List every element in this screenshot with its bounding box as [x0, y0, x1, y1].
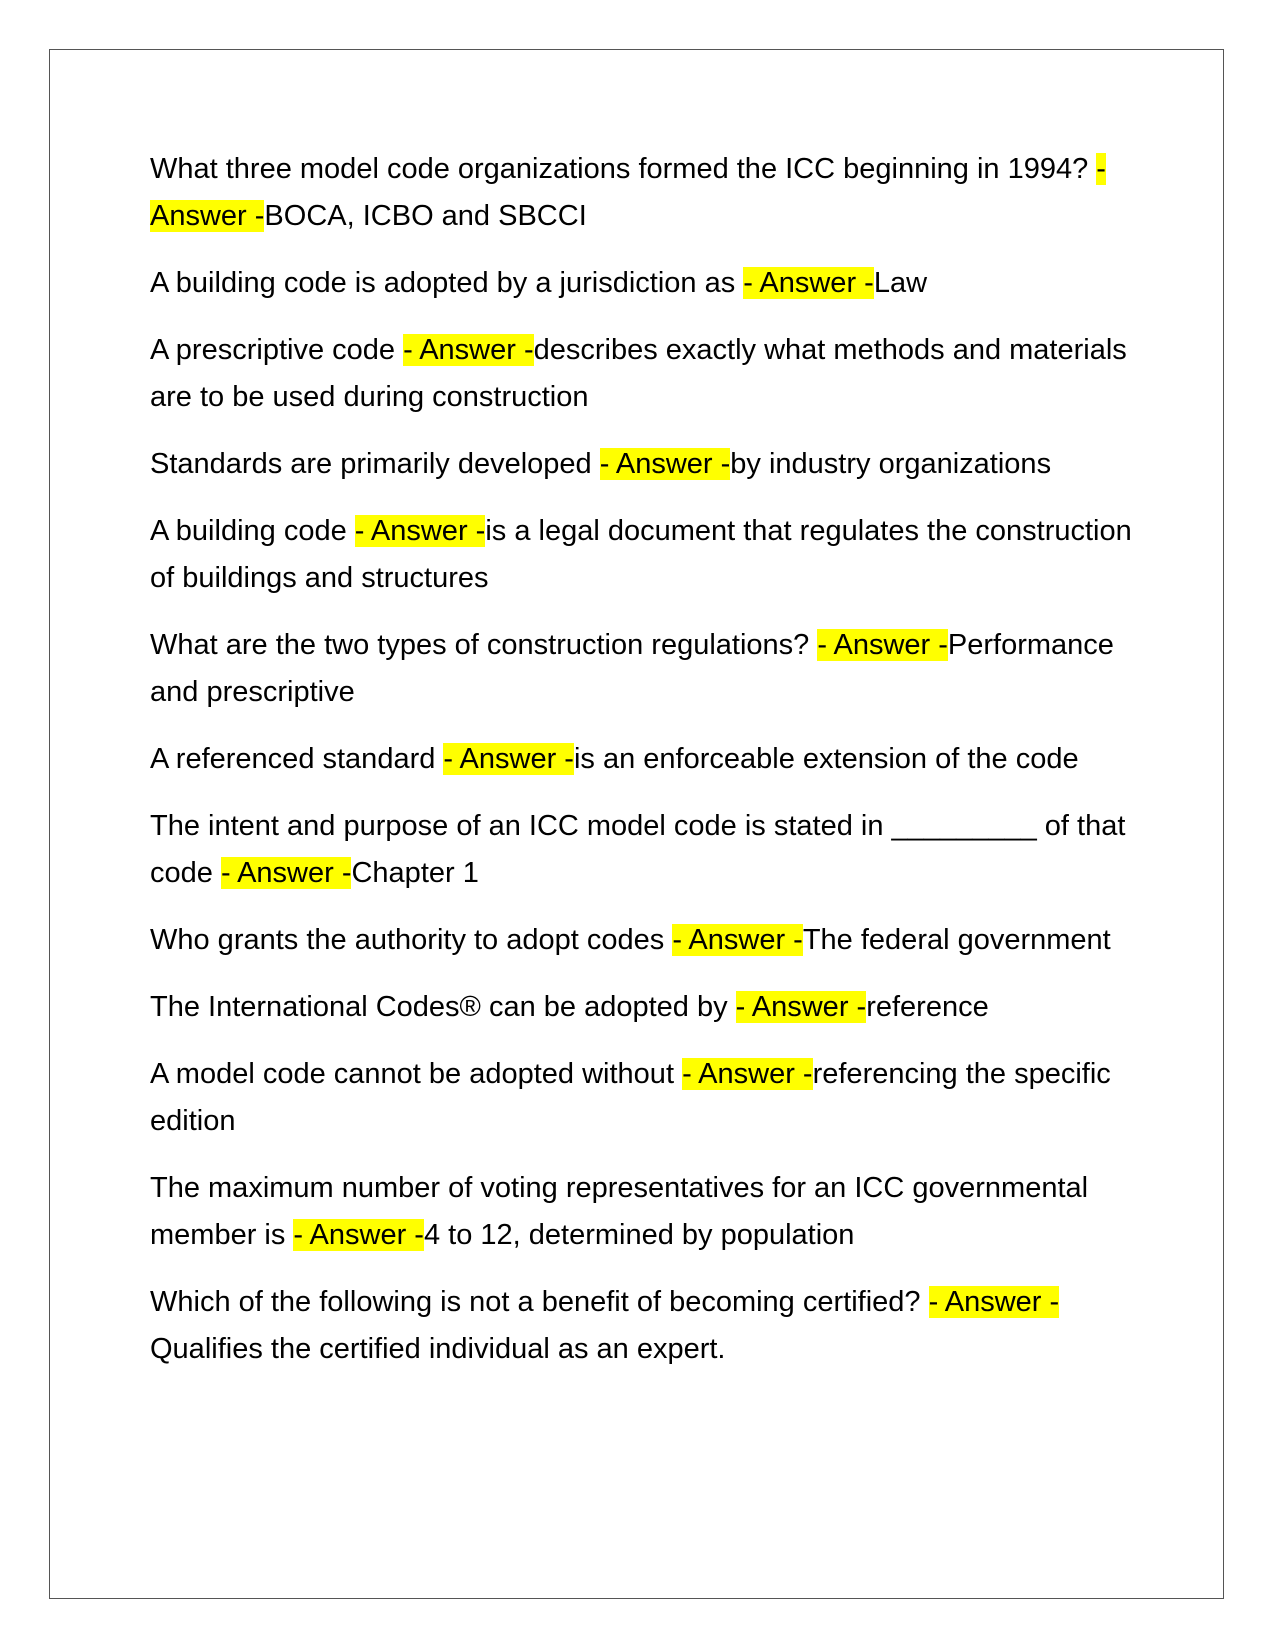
answer-marker: - Answer - — [599, 448, 731, 480]
answer-text: 4 to 12, determined by population — [423, 1219, 855, 1251]
answer-text: The federal government — [802, 924, 1111, 956]
document-body — [150, 146, 1145, 1393]
answer-text: reference — [866, 991, 989, 1023]
answer-text: referencing the specific edition — [150, 1058, 1111, 1137]
qa-item — [150, 1165, 1145, 1259]
question-text: A prescriptive code — [150, 334, 404, 366]
qa-item — [150, 260, 1145, 307]
qa-item — [150, 441, 1145, 488]
qa-item — [150, 803, 1145, 897]
question-text: Who grants the authority to adopt codes — [150, 924, 673, 956]
question-text: A building code is adopted by a jurisdiction as — [150, 267, 744, 299]
answer-text: Chapter 1 — [351, 857, 479, 889]
answer-marker: - Answer - — [293, 1219, 424, 1251]
question-text: The International Codes® can be adopted by — [150, 991, 736, 1023]
answer-marker: - Answer - — [150, 153, 1106, 232]
answer-marker: - Answer - — [735, 991, 867, 1023]
qa-item — [150, 984, 1145, 1031]
answer-marker: - Answer - — [443, 743, 574, 775]
qa-item — [150, 622, 1145, 716]
question-text: Which of the following is not a benefit of becoming certified? — [150, 1286, 929, 1318]
qa-item — [150, 1279, 1145, 1373]
qa-item — [150, 736, 1145, 783]
answer-marker: - Answer - — [220, 857, 352, 889]
answer-marker: - Answer - — [354, 515, 486, 547]
answer-text: Performance and prescriptive — [150, 629, 1114, 708]
question-text: Standards are primarily developed — [150, 448, 600, 480]
answer-marker: - Answer - — [928, 1286, 1060, 1318]
answer-text: by industry organizations — [730, 448, 1052, 480]
answer-marker: - Answer - — [672, 924, 803, 956]
answer-text: is a legal document that regulates the construction of buildings and structures — [150, 515, 1132, 594]
answer-text: Qualifies the certified individual as an expert. — [150, 1333, 726, 1365]
question-text: What are the two types of construction regulations? — [150, 629, 818, 661]
answer-marker: - Answer - — [817, 629, 948, 661]
qa-item — [150, 917, 1145, 964]
answer-marker: - Answer - — [403, 334, 534, 366]
answer-marker: - Answer - — [682, 1058, 813, 1090]
answer-text: Law — [873, 267, 928, 299]
qa-item — [150, 1051, 1145, 1145]
question-text: A building code — [150, 515, 355, 547]
answer-text: BOCA, ICBO and SBCCI — [264, 200, 587, 232]
answer-marker: - Answer - — [743, 267, 874, 299]
question-text: The maximum number of voting representatives for an ICC governmental member is — [150, 1172, 1089, 1251]
qa-item — [150, 327, 1145, 421]
question-text: The intent and purpose of an ICC model code is stated in _________ of that code — [150, 810, 1126, 889]
qa-item — [150, 146, 1145, 240]
question-text: A referenced standard — [150, 743, 444, 775]
answer-text: describes exactly what methods and materials are to be used during construction — [150, 334, 1127, 413]
answer-text: is an enforceable extension of the code — [573, 743, 1079, 775]
qa-item — [150, 508, 1145, 602]
question-text: What three model code organizations formed the ICC beginning in 1994? — [150, 153, 1097, 185]
question-text: A model code cannot be adopted without — [150, 1058, 683, 1090]
